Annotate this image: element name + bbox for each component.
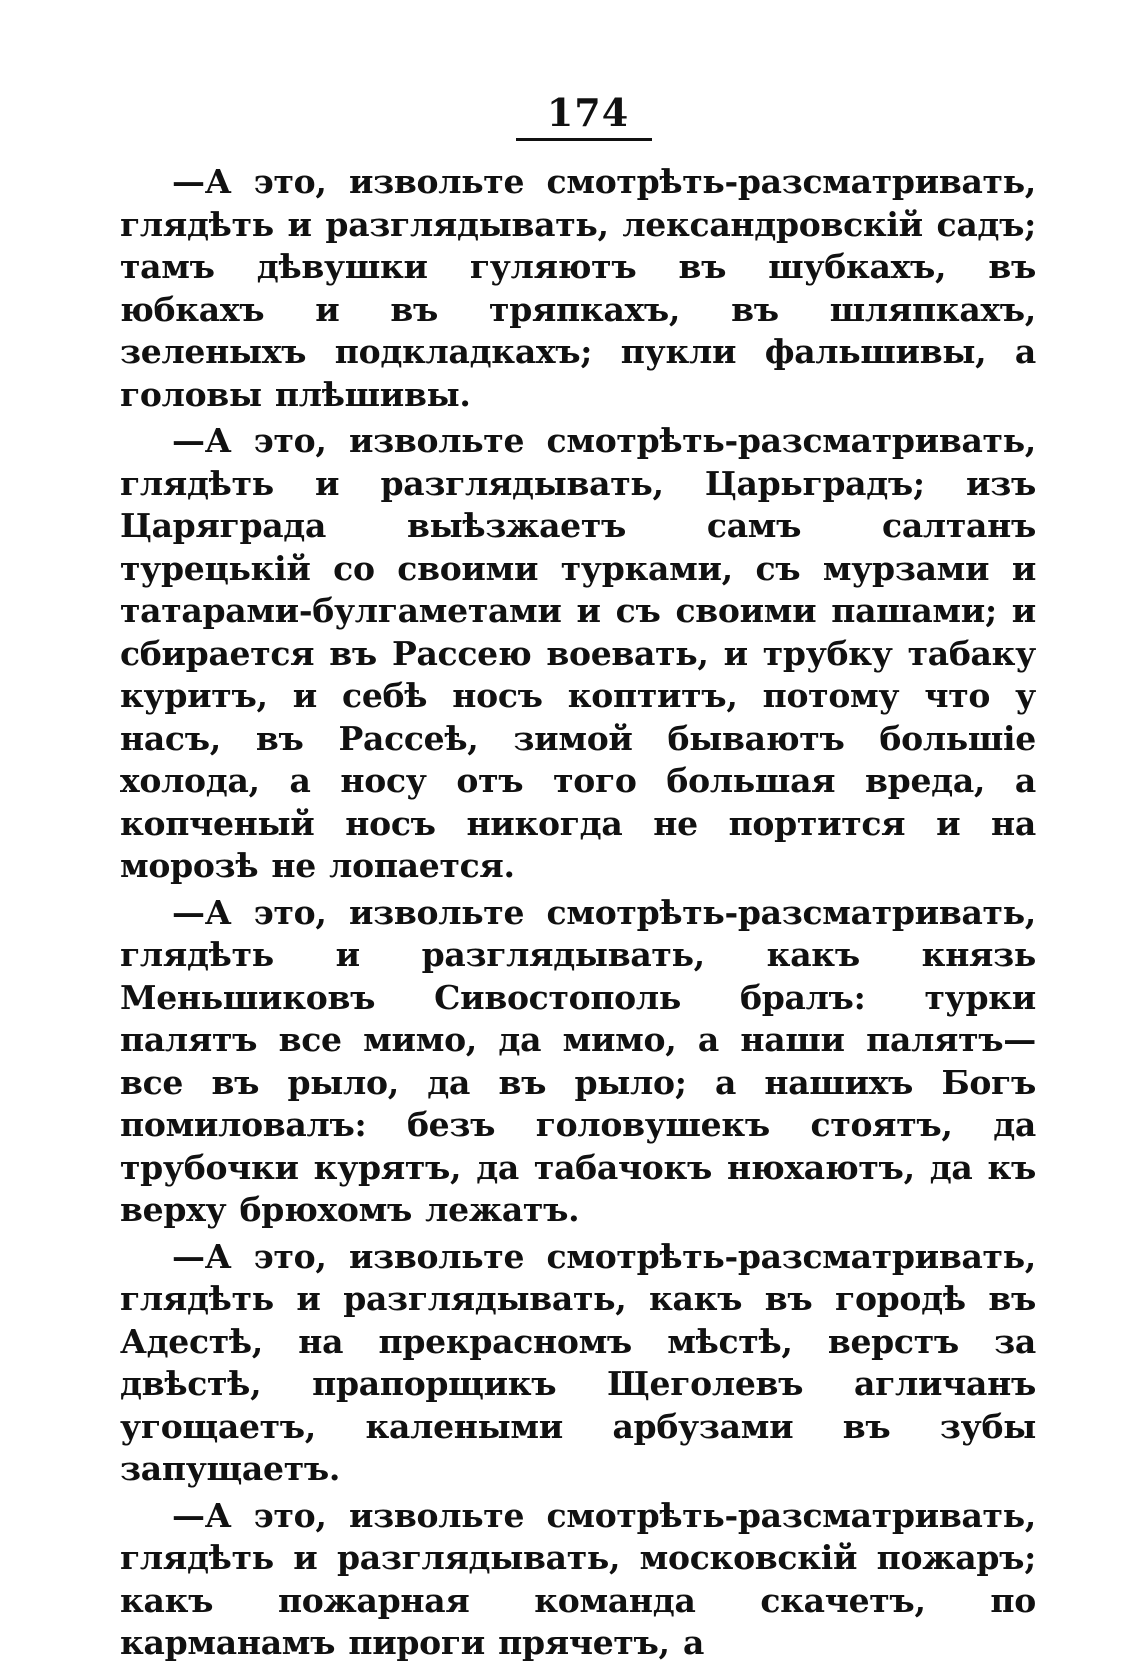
- paragraph-3: —А это, извольте смотрѣть-разсматривать, глядѣть и разглядывать, какъ князь Меньшиковъ Сивостополь бралъ: турки палятъ все мимо, да мимо, а наши палятъ—все въ рыло, да въ рыло; а нашихъ Богъ помиловалъ: безъ головушекъ стоятъ, да трубочки курятъ, да табачокъ нюхаютъ, да къ верху брюхомъ лежатъ.: [120, 892, 1036, 1229]
- book-page: [120, 88, 1036, 1669]
- paragraph-4: —А это, извольте смотрѣть-разсматривать, глядѣть и разглядывать, какъ въ городѣ въ Адестѣ, на прекрасномъ мѣстѣ, верстъ за двѣстѣ, прапорщикъ Щеголевъ агличанъ угощаетъ, калеными арбузами въ зубы запущаетъ.: [120, 1236, 1036, 1488]
- paragraph-2: —А это, извольте смотрѣть-разсматривать, глядѣть и разглядывать, Царьградъ; изъ Царяграда выѣзжаетъ самъ салтанъ турецькій со своими турками, съ мурзами и татарами-булгаметами и съ своими пашами; и сбирается въ Рассею воевать, и трубку табаку куритъ, и себѣ носъ коптитъ, потому что у насъ, въ Рассеѣ, зимой бываютъ большіе холода, а носу отъ того большая вреда, а копченый носъ никогда не портится и на морозѣ не лопается.: [120, 421, 1036, 885]
- paragraph-1: —А это, извольте смотрѣть-разсматривать, глядѣть и разглядывать, лександровскій садъ; тамъ дѣвушки гуляютъ въ шубкахъ, въ юбкахъ и въ тряпкахъ, въ шляпкахъ, зеленыхъ подкладкахъ; пукли фальшивы, а головы плѣшивы.: [120, 162, 1036, 414]
- page-number: 174: [546, 90, 630, 135]
- page-number-rule: [516, 138, 652, 141]
- paragraph-5: —А это, извольте смотрѣть-разсматривать, глядѣть и разглядывать, московскій пожаръ; какъ пожарная команда скачетъ, по карманамъ пироги прячетъ, а: [120, 1495, 1036, 1662]
